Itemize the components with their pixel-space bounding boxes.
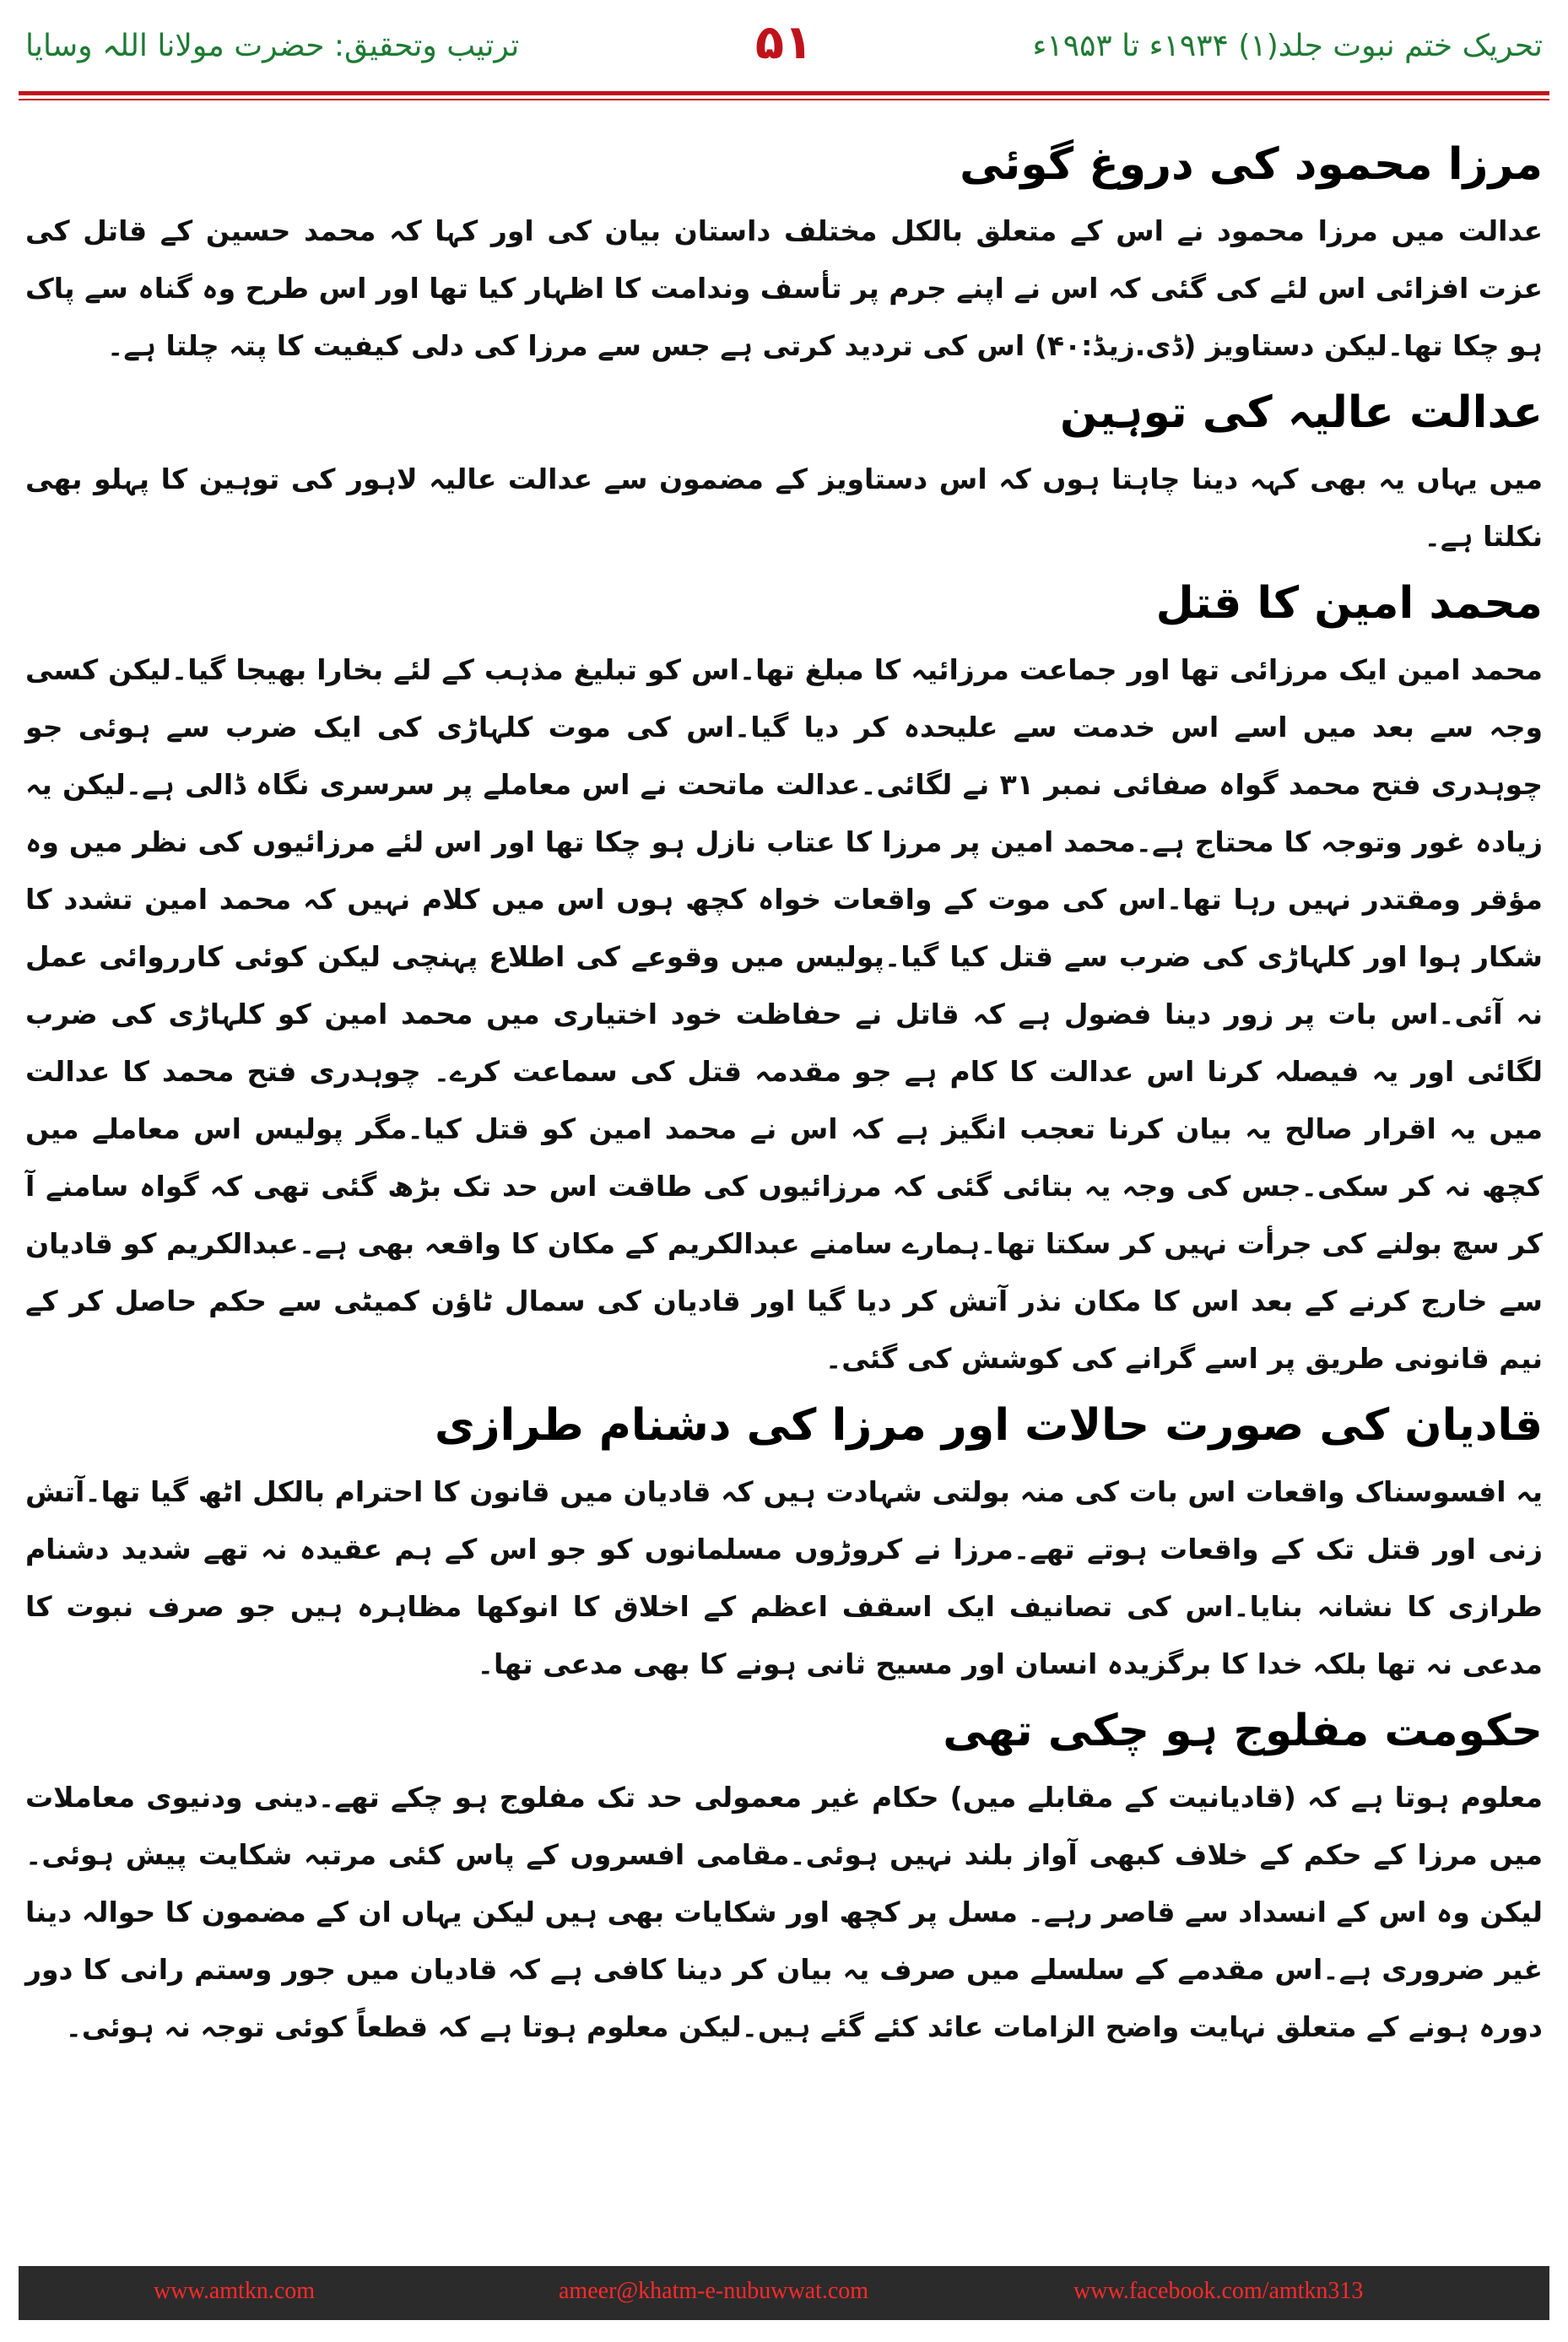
email-link[interactable]: ameer@khatm-e-nubuwwat.com — [559, 2278, 869, 2304]
facebook-link[interactable]: www.facebook.com/amtkn313 — [1073, 2278, 1364, 2304]
website-link[interactable]: www.amtkn.com — [154, 2278, 316, 2304]
page-number: ۵۱ — [754, 15, 814, 70]
page-header — [0, 0, 1568, 101]
section-paragraph: میں یہاں یہ بھی کہہ دینا چاہتا ہوں کہ اس دستاویز کے مضمون سے عدالت عالیہ لاہور کی توہین کا پہلو بھی نکلتا ہے۔ — [25, 462, 1543, 553]
section-heading: مرزا محمود کی دروغ گوئی — [960, 139, 1543, 190]
section-heading: قادیان کی صورت حالات اور مرزا کی دشنام طرازی — [434, 1400, 1543, 1451]
section-paragraph: معلوم ہوتا ہے کہ (قادیانیت کے مقابلے میں) حکام غیر معمولی حد تک مفلوج ہو چکے تھے۔دینی ودنیوی معاملات میں مرزا کے حکم کے خلاف کبھی آواز بلند نہیں ہوئی۔مقامی افسروں کے پاس کئی مرتبہ شکایت پیش ہوئی۔لیکن وہ اس کے انسداد سے قاصر رہے۔ مسل پر کچھ اور شکایات بھی ہیں لیکن یہاں ان کے مضمون کا حوالہ دینا غیر ضروری ہے۔اس مقدمے کے سلسلے میں صرف یہ بیان کر دینا کافی ہے کہ قادیان میں جور وستم رانی کا دور دورہ ہونے کے متعلق نہایت واضح الزامات عائد کئے گئے ہیں۔لیکن معلوم ہوتا ہے کہ قطعاً کوئی توجہ نہ ہوئی۔ — [25, 1781, 1543, 2043]
header-divider — [19, 91, 1549, 95]
page-footer — [19, 2266, 1549, 2320]
section-paragraph: یہ افسوسناک واقعات اس بات کی منہ بولتی شہادت ہیں کہ قادیان میں قانون کا احترام بالکل اٹھ گیا تھا۔آتش زنی اور قتل تک کے واقعات ہوتے تھے۔مرزا نے کروڑوں مسلمانوں کو جو اس کے ہم عقیدہ نہ تھے شدید دشنام طرازی کا نشانہ بنایا۔اس کی تصانیف ایک اسقف اعظم کے اخلاق کا انوکھا مظاہرہ ہیں جو صرف نبوت کا مدعی نہ تھا بلکہ خدا کا برگزیدہ انسان اور مسیح ثانی ہونے کا بھی مدعی تھا۔ — [25, 1475, 1543, 1680]
book-title: تحریک ختم نبوت جلد(۱) ۱۹۳۴ء تا ۱۹۵۳ء — [1032, 29, 1543, 63]
section-heading: حکومت مفلوج ہو چکی تھی — [943, 1706, 1543, 1756]
section-heading: عدالت عالیہ کی توہین — [1060, 387, 1543, 438]
compiler-credit: ترتیب وتحقیق: حضرت مولانا اللہ وسایا — [25, 29, 520, 63]
header-divider-thin — [19, 99, 1549, 100]
section-paragraph: محمد امین ایک مرزائی تھا اور جماعت مرزائیہ کا مبلغ تھا۔اس کو تبلیغ مذہب کے لئے بخارا بھیجا گیا۔لیکن کسی وجہ سے بعد میں اسے اس خدمت سے علیحدہ کر دیا گیا۔اس کی موت کلہاڑی کی ایک ضرب سے ہوئی جو چوہدری فتح محمد گواہ صفائی نمبر ۳۱ نے لگائی۔عدالت ماتحت نے اس معاملے پر سرسری نگاہ ڈالی ہے۔لیکن یہ زیادہ غور وتوجہ کا محتاج ہے۔محمد امین پر مرزا کا عتاب نازل ہو چکا تھا اور اس لئے مرزائیوں کی نظر میں وہ مؤقر ومقتدر نہیں رہا تھا۔اس کی موت کے واقعات خواہ کچھ ہوں اس میں کلام نہیں کہ محمد امین تشدد کا شکار ہوا اور کلہاڑی کی ضرب سے قتل کیا گیا۔پولیس میں وقوعے کی اطلاع پہنچی لیکن کوئی کارروائی عمل نہ آئی۔اس بات پر زور دینا فضول ہے کہ قاتل نے حفاظت خود اختیاری میں محمد امین کو کلہاڑی کی ضرب لگائی اور یہ فیصلہ کرنا اس عدالت کا کام ہے جو مقدمہ قتل کی سماعت کرے۔ چوہدری فتح محمد کا عدالت میں یہ اقرار صالح یہ بیان کرنا تعجب انگیز ہے کہ اس نے محمد امین کو قتل کیا۔مگر پولیس اس معاملے میں کچھ نہ کر سکی۔جس کی وجہ یہ بتائی گئی کہ مرزائیوں کی طاقت اس حد تک بڑھ گئی تھی کہ گواہ سامنے آ کر سچ بولنے کی جرأت نہیں کر سکتا تھا۔ہمارے سامنے عبدالکریم کے مکان کا واقعہ بھی ہے۔عبدالکریم کو قادیان سے خارج کرنے کے بعد اس کا مکان نذر آتش کر دیا گیا اور قادیان کی سمال ٹاؤن کمیٹی سے حکم حاصل کر کے نیم قانونی طریق پر اسے گرانے کی کوشش کی گئی۔ — [25, 653, 1543, 1375]
section-paragraph: عدالت میں مرزا محمود نے اس کے متعلق بالکل مختلف داستان بیان کی اور کہا کہ محمد حسین کے قاتل کی عزت افزائی اس لئے کی گئی کہ اس نے اپنے جرم پر تأسف وندامت کا اظہار کیا تھا اور اس طرح وہ گناہ سے پاک ہو چکا تھا۔لیکن دستاویز (ڈی.زیڈ:۴۰) اس کی تردید کرتی ہے جس سے مرزا کی دلی کیفیت کا پتہ چلتا ہے۔ — [25, 214, 1543, 362]
page-body — [25, 127, 1543, 2211]
section-heading: محمد امین کا قتل — [1155, 578, 1543, 629]
